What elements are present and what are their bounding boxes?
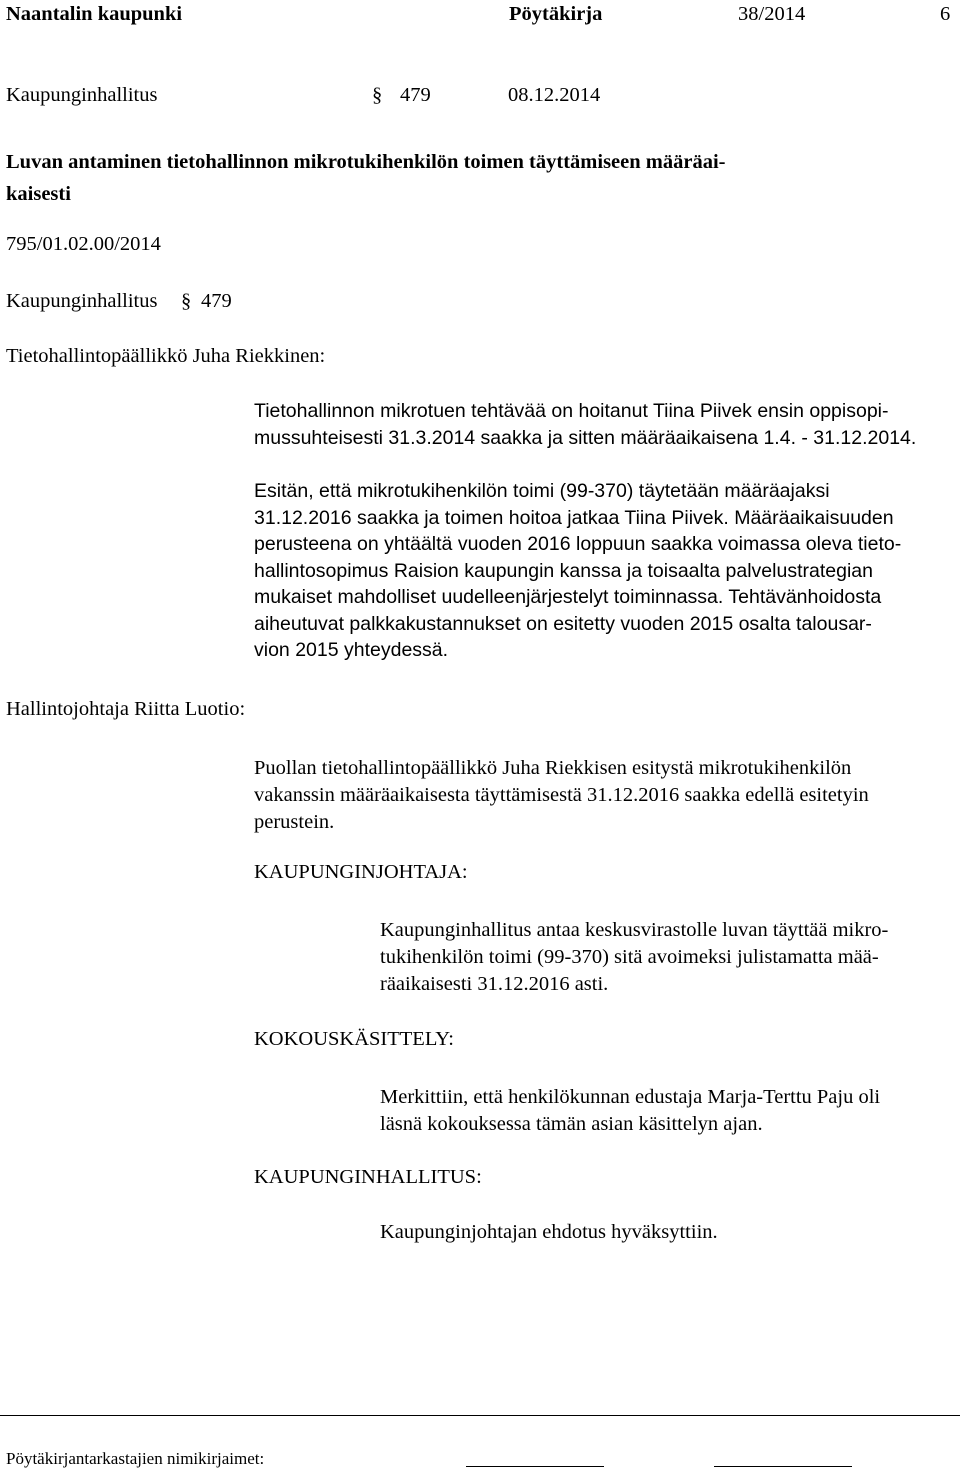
text-line: Kaupunginhallitus antaa keskusvirastolle luvan täyttää mikro- <box>380 919 889 941</box>
text-line: vion 2015 yhteydessä. <box>254 639 449 661</box>
board-decision: Kaupunginjohtajan ehdotus hyväksyttiin. <box>380 1221 718 1243</box>
signature-line <box>714 1466 852 1467</box>
text-line: perusteena on yhtäältä vuoden 2016 loppuun saakka voimassa oleva tieto- <box>254 533 902 555</box>
board-label: KAUPUNGINHALLITUS: <box>254 1166 482 1188</box>
text-line: mukaiset mahdolliset uudelleenjärjestelyt toiminnassa. Tehtävänhoidosta <box>254 586 882 608</box>
section-sign: § <box>372 84 383 106</box>
meeting-date: 08.12.2014 <box>508 84 601 106</box>
text-line: hallintosopimus Raision kaupungin kanssa ja toisaalta palvelustrategian <box>254 559 873 582</box>
page-number: 6 <box>940 3 951 25</box>
document-number: 38/2014 <box>738 3 806 25</box>
meeting-body: Kaupunginhallitus <box>6 84 158 106</box>
previous-body: Kaupunginhallitus <box>6 290 158 312</box>
document-type: Pöytäkirja <box>509 3 603 25</box>
section-number: 479 <box>400 84 431 106</box>
text-line: aiheutuvat palkkakustannukset on esitetty vuoden 2015 osalta talousar- <box>254 612 872 635</box>
text-line: tukihenkilön toimi (99-370) sitä avoimeksi julistamatta mää- <box>380 946 879 968</box>
presenter-paragraph-2 <box>254 478 901 664</box>
text-line: Puollan tietohallintopäällikkö Juha Riekkisen esitystä mikrotukihenkilön <box>254 757 852 779</box>
text-line: räaikaisesti 31.12.2016 asti. <box>380 973 609 995</box>
title-line: Luvan antaminen tietohallinnon mikrotukihenkilön toimen täyttämiseen määräai- <box>6 151 726 173</box>
director-paragraph <box>254 755 869 836</box>
text-line: läsnä kokouksessa tämän asian käsittelyn ajan. <box>380 1113 763 1135</box>
municipality-name: Naantalin kaupunki <box>6 3 183 25</box>
footer-divider <box>0 1415 960 1416</box>
signatures-label: Pöytäkirjantarkastajien nimikirjaimet: <box>6 1449 265 1468</box>
text-line: Tietohallinnon mikrotuen tehtävää on hoitanut Tiina Piivek ensin oppisopi- <box>254 400 889 422</box>
text-line: perustein. <box>254 811 335 833</box>
director-label: Hallintojohtaja Riitta Luotio: <box>6 698 246 720</box>
title-line: kaisesti <box>6 183 71 205</box>
mayor-proposal <box>380 917 888 998</box>
presenter-paragraph-1 <box>254 398 916 451</box>
text-line: Merkittiin, että henkilökunnan edustaja Marja-Terttu Paju oli <box>380 1086 881 1108</box>
matter-title <box>6 146 725 210</box>
previous-section-sign: § <box>181 290 192 312</box>
text-line: vakanssin määräaikaisesta täyttämisestä 31.12.2016 saakka edellä esitetyin <box>254 784 869 806</box>
meeting-label: KOKOUSKÄSITTELY: <box>254 1028 454 1050</box>
reference-number: 795/01.02.00/2014 <box>6 233 161 255</box>
meeting-text <box>380 1084 880 1138</box>
signature-line <box>466 1466 604 1467</box>
text-line: Esitän, että mikrotukihenkilön toimi (99-370) täytetään määräajaksi <box>254 480 830 502</box>
text-line: 31.12.2016 saakka ja toimen hoitoa jatkaa Tiina Piivek. Määräaikaisuuden <box>254 506 894 529</box>
text-line: mussuhteisesti 31.3.2014 saakka ja sitten määräaikaisena 1.4. - 31.12.2014. <box>254 426 917 449</box>
previous-section-number: 479 <box>201 290 232 312</box>
mayor-label: KAUPUNGINJOHTAJA: <box>254 861 468 883</box>
presenter-label: Tietohallintopäällikkö Juha Riekkinen: <box>6 345 326 367</box>
